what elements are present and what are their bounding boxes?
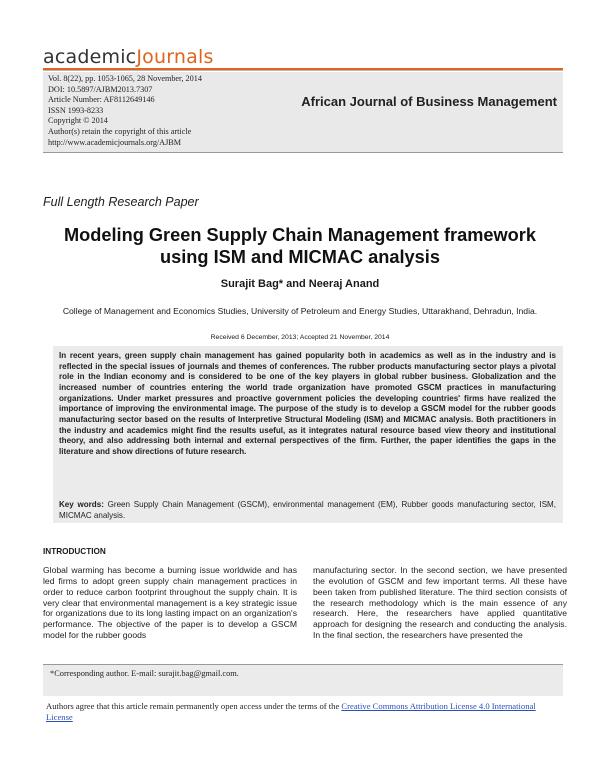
paper-title bbox=[20, 224, 580, 268]
license-link[interactable]: Creative Commons Attribution License 4.0 International License bbox=[46, 701, 536, 722]
license-note bbox=[46, 701, 561, 723]
keywords-text: Green Supply Chain Management (GSCM), environmental management (EM), Rubber goods manufacturing sector, ISM, MICMAC analysis. bbox=[59, 500, 556, 520]
body-column-right: manufacturing sector. In the second section, we have presented the evolution of GSCM and few important terms. All these have been taken from published literature. The third section consists of the research methodology which is the main essence of any research. Here, the researchers have applied quantitative approach for designing the research and conducting the analysis. In the final section, the researchers have presented the bbox=[313, 565, 567, 641]
meta-article-number: Article Number: AF8112649146 bbox=[48, 95, 155, 105]
logo-text-journals: Journals bbox=[136, 46, 214, 68]
metadata-divider bbox=[43, 152, 563, 153]
meta-url[interactable]: http://www.academicjournals.org/AJBM bbox=[48, 137, 182, 147]
paper-type: Full Length Research Paper bbox=[43, 195, 199, 209]
meta-volume: Vol. 8(22), pp. 1053-1065, 28 November, 2014 bbox=[48, 74, 202, 83]
meta-issn: ISSN 1993-8233 bbox=[48, 105, 104, 115]
footnote-divider bbox=[43, 664, 563, 665]
meta-copyright: Copyright © 2014 bbox=[48, 116, 108, 126]
meta-doi: DOI: 10.5897/AJBM2013.7307 bbox=[48, 84, 153, 94]
correspondence-footnote: *Corresponding author. E-mail: surajit.bag@gmail.com. bbox=[50, 669, 239, 678]
header-rule-thin bbox=[43, 70, 563, 71]
abstract: In recent years, green supply chain management has gained popularity both in academics as well as in the industry and is reflected in the special issues of journals and themes of conferences. The rubber products manufacturing sector plays a pivotal role in the Indian economy and is considered to be one of the key players in global rubber business. Globalization and the increased number of countries entering the world trade organization have promoted GSCM practices in manufacturing organizations. Under market pressures and proactive government policies the developing countries' firms have realized the importance of improving the environmental image. The purpose of the study is to develop a GSCM model for the rubber goods manufacturing sector based on the results of Interpretive Structural Modeling (ISM) and MICMAC analysis. Both practitioners in the industry and academics might find the results useful, as it integrates natural resource based view theory and institutional theory, and also addressing both internal and external perspectives of the firm. Further, the paper identifies the gaps in the literature and show directions of future research. bbox=[59, 351, 556, 456]
body-column-left: Global warming has become a burning issue worldwide and has led firms to adopt green supply chain management practices in order to reduce carbon footprint throughout the supply chain. It is very clear that environmental management is a key strategic issue for organizations due to its long lasting impact on an organization's performance. The objective of the paper is to develop a GSCM model for the rubber goods bbox=[43, 565, 297, 641]
meta-rights: Author(s) retain the copyright of this article bbox=[48, 126, 192, 136]
affiliation: College of Management and Economics Studies, University of Petroleum and Energy Studies, Uttarakhand, Dehradun, India. bbox=[62, 306, 538, 316]
journal-name: African Journal of Business Management bbox=[301, 94, 557, 109]
received-dates: Received 6 December, 2013; Accepted 21 November, 2014 bbox=[210, 334, 390, 341]
title-line-2: using ISM and MICMAC analysis bbox=[160, 247, 440, 267]
license-text: Authors agree that this article remain permanently open access under the terms of the bbox=[46, 701, 342, 711]
keywords bbox=[59, 500, 556, 521]
title-line-1: Modeling Green Supply Chain Management framework bbox=[64, 225, 536, 245]
article-metadata bbox=[48, 74, 202, 148]
introduction-heading: INTRODUCTION bbox=[43, 547, 106, 556]
publisher-logo bbox=[43, 46, 214, 68]
authors: Surajit Bag* and Neeraj Anand bbox=[220, 278, 380, 290]
keywords-label: Key words: bbox=[59, 500, 104, 509]
logo-text-academic: academic bbox=[43, 46, 137, 68]
